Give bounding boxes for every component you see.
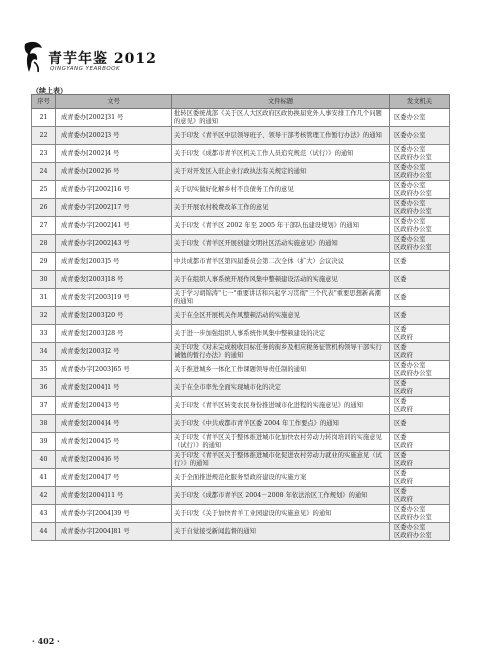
table-row (32, 307, 450, 325)
table-row (32, 523, 450, 541)
title-cell: 关于开展农村税费改革工作的意见 (172, 199, 390, 217)
issuer-cell: 区委 区政府 (390, 469, 450, 487)
doc-number-cell: 成青委办字[2002]41 号 (56, 217, 172, 235)
issuer-cell: 区委办公室 区政府办公室 (390, 235, 450, 253)
doc-number-cell: 成青委办[2002]31 号 (56, 109, 172, 127)
page-number: · 402 · (32, 636, 60, 646)
issuer-cell: 区委 区政府 (390, 451, 450, 469)
issuer-cell: 区委办公室 区政府办公室 (390, 217, 450, 235)
doc-number-cell: 成青委发[2004]6 号 (56, 451, 172, 469)
table-row (32, 361, 450, 379)
table-row (32, 451, 450, 469)
doc-number-cell: 成青委发[2004]7 号 (56, 469, 172, 487)
table-row (32, 181, 450, 199)
row-number: 31 (32, 289, 56, 307)
doc-number-cell: 成青委办字[2004]81 号 (56, 523, 172, 541)
table-row (32, 433, 450, 451)
row-number: 22 (32, 127, 56, 145)
row-number: 41 (32, 469, 56, 487)
row-number: 21 (32, 109, 56, 127)
row-number: 35 (32, 361, 56, 379)
row-number: 23 (32, 145, 56, 163)
doc-number-cell: 成青委发[2004]1 号 (56, 379, 172, 397)
doc-number-cell: 成青委发字[2003]19 号 (56, 289, 172, 307)
doc-number-cell: 成青委办字[2003]65 号 (56, 361, 172, 379)
title-cell: 关于印发《青羊区转变农民身份推进城市化进程的实施意见》的通知 (172, 397, 390, 415)
title-cell: 关于印发《对未完成税收目标任务的街乡及相应税务征管机构领导干部实行诫勉的暂行办法》的通知 (172, 343, 390, 361)
title-cell: 关于印发《青羊区关于整体推进城市化加快农村劳动力转岗培训的实施意见（试行）》的通知 (172, 433, 390, 451)
doc-number-cell: 成青委发[2003]28 号 (56, 325, 172, 343)
title-cell: 关于切实做好化解乡村不良债务工作的意见 (172, 181, 390, 199)
title-cell: 关于在全区开展机关作风整顿活动的实施意见 (172, 307, 390, 325)
issuer-cell: 区委 区政府 (390, 325, 450, 343)
doc-number-cell: 成青委发[2004]4 号 (56, 415, 172, 433)
table-body (32, 109, 450, 541)
doc-number-cell: 成青委发[2004]5 号 (56, 433, 172, 451)
row-number: 44 (32, 523, 56, 541)
table-row (32, 145, 450, 163)
table-row (32, 289, 450, 307)
doc-number-cell: 成青委办字[2002]43 号 (56, 235, 172, 253)
table-row (32, 199, 450, 217)
row-number: 39 (32, 433, 56, 451)
title-cell: 关于印发《成都市青羊区 2004－2008 年依法治区工作规划》的通知 (172, 487, 390, 505)
title-cell: 关于在全市率先全面实现城市化的决定 (172, 379, 390, 397)
title-cell: 关于印发《青羊区开展创建文明社区活动实施意见》的通知 (172, 235, 390, 253)
title-cell: 关于印发《青羊区中层领导班子、领导干部考核管理工作暂行办法》的通知 (172, 127, 390, 145)
title-cell: 批转区委统战部《关于区人大区政府区政协换届党外人事安排工作几个问题的意见》的通知 (172, 109, 390, 127)
row-number: 28 (32, 235, 56, 253)
doc-number-cell: 成青委办[2002]6 号 (56, 163, 172, 181)
issuer-cell: 区委 (390, 253, 450, 271)
row-number: 33 (32, 325, 56, 343)
issuer-cell: 区委 区政府 (390, 343, 450, 361)
title-cell: 关于进一步加强组织人事系统作风集中整顿建设的决定 (172, 325, 390, 343)
row-number: 24 (32, 163, 56, 181)
row-number: 43 (32, 505, 56, 523)
row-number: 37 (32, 397, 56, 415)
issuer-cell: 区委 区政府 (390, 433, 450, 451)
title-cell: 关于印发《中共成都市青羊区委 2004 年工作要点》的通知 (172, 415, 390, 433)
table-row (32, 343, 450, 361)
issuer-cell: 区委 区政府 (390, 397, 450, 415)
issuer-cell: 区委办公室 区政府办公室 (390, 181, 450, 199)
doc-number-cell: 成青委办字[2002]16 号 (56, 181, 172, 199)
table-row (32, 253, 450, 271)
row-number: 29 (32, 253, 56, 271)
row-number: 27 (32, 217, 56, 235)
title-cell: 关于学习胡锦涛"七一"重要讲话和兴起学习贯彻"三个代表"重要思想新高潮的通知 (172, 289, 390, 307)
row-number: 26 (32, 199, 56, 217)
title-cell: 关于印发《青羊区 2002 年至 2005 年干部队伍建设规划》的通知 (172, 217, 390, 235)
title-cell: 关于印发《成都市青羊区机关工作人员追究规范（试行）》的通知 (172, 145, 390, 163)
table-row (32, 415, 450, 433)
column-header-issuer: 发文机关 (390, 95, 450, 109)
issuer-cell: 区委办公室 区政府办公室 (390, 163, 450, 181)
row-number: 25 (32, 181, 56, 199)
doc-number-cell: 成青委发[2003]20 号 (56, 307, 172, 325)
document-table (31, 94, 450, 541)
doc-number-cell: 成青委办字[2002]17 号 (56, 199, 172, 217)
yearbook-header (22, 40, 462, 80)
continued-label: （续上表） (32, 86, 67, 95)
table-row (32, 505, 450, 523)
yearbook-title: 青芋年鉴 2012 (48, 51, 157, 67)
issuer-cell: 区委办公室 区政府办公室 (390, 199, 450, 217)
issuer-cell: 区委办公室 区政府办公室 (390, 145, 450, 163)
table-header (32, 95, 450, 109)
column-header-doc-number: 文号 (56, 95, 172, 109)
title-cell: 关于全面推进规范化服务型政府建设的实施方案 (172, 469, 390, 487)
table-row (32, 127, 450, 145)
title-cell: 关于在组织人事系统开展作风集中整顿建设活动的实施意见 (172, 271, 390, 289)
issuer-cell: 区委 (390, 307, 450, 325)
yearbook-logo-icon (22, 40, 44, 74)
issuer-cell: 区委办公室 区政府办公室 (390, 505, 450, 523)
table-row (32, 217, 450, 235)
doc-number-cell: 成青委办[2002]3 号 (56, 127, 172, 145)
title-cell: 关于自觉接受新闻监督的通知 (172, 523, 390, 541)
issuer-cell: 区委办公室 区政府办公室 (390, 361, 450, 379)
doc-number-cell: 成青委办字[2004]39 号 (56, 505, 172, 523)
title-cell: 关于推进城乡一体化工作课题领导责任制的通知 (172, 361, 390, 379)
row-number: 34 (32, 343, 56, 361)
row-number: 40 (32, 451, 56, 469)
issuer-cell: 区委办公室 (390, 109, 450, 127)
issuer-cell: 区委办公室 (390, 127, 450, 145)
table-row (32, 487, 450, 505)
row-number: 32 (32, 307, 56, 325)
issuer-cell: 区委 (390, 289, 450, 307)
issuer-cell: 区委 (390, 271, 450, 289)
row-number: 38 (32, 415, 56, 433)
doc-number-cell: 成青委发[2003]5 号 (56, 253, 172, 271)
row-number: 42 (32, 487, 56, 505)
issuer-cell: 区委 区政府 (390, 379, 450, 397)
doc-number-cell: 成青委发[2003]2 号 (56, 343, 172, 361)
table-row (32, 271, 450, 289)
yearbook-subtitle: QINGYANG YEARBOOK (50, 66, 121, 72)
title-cell: 关于对开发区入驻企业行政执法有关规定的通知 (172, 163, 390, 181)
table-row (32, 469, 450, 487)
table-row (32, 163, 450, 181)
doc-number-cell: 成青委发[2004]11 号 (56, 487, 172, 505)
issuer-cell: 区委办公室 区政府办公室 (390, 523, 450, 541)
title-cell: 关于印发《关于加快青羊工业园建设的实施意见》的通知 (172, 505, 390, 523)
doc-number-cell: 成青委发[2004]3 号 (56, 397, 172, 415)
column-header-number: 序号 (32, 95, 56, 109)
issuer-cell: 区委 区政府 (390, 487, 450, 505)
title-cell: 关于印发《青羊区关于整体推进城市化促进农村劳动力就业的实施意见（试行）》的通知 (172, 451, 390, 469)
table-row (32, 109, 450, 127)
doc-number-cell: 成青委办[2002]4 号 (56, 145, 172, 163)
table-row (32, 379, 450, 397)
column-header-title: 文件标题 (172, 95, 390, 109)
table-row (32, 397, 450, 415)
table-row (32, 325, 450, 343)
issuer-cell: 区委 (390, 415, 450, 433)
row-number: 36 (32, 379, 56, 397)
doc-number-cell: 成青委发[2003]18 号 (56, 271, 172, 289)
row-number: 30 (32, 271, 56, 289)
title-cell: 中共成都市青羊区第四届委员会第二次全体（扩大）会议决议 (172, 253, 390, 271)
table-row (32, 235, 450, 253)
